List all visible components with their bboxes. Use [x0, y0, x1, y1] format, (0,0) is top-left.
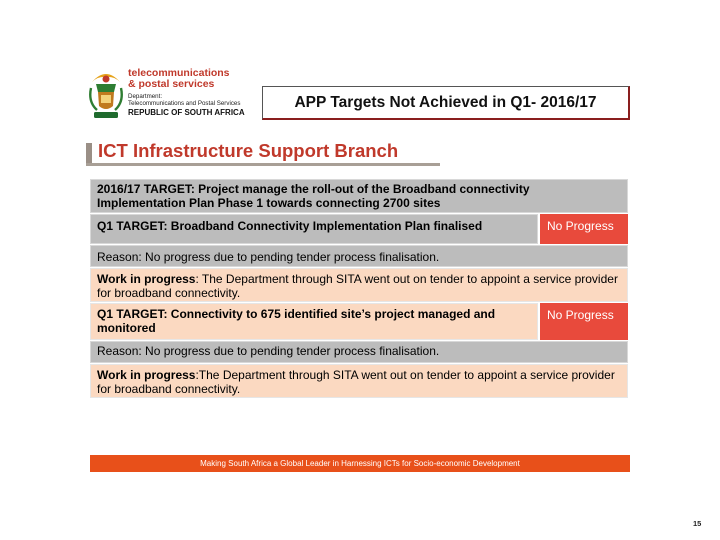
- branch-title: ICT Infrastructure Support Branch: [98, 140, 399, 161]
- logo-title-line2: & postal services: [128, 78, 215, 90]
- q1-target-1: Q1 TARGET: Broadband Connectivity Implementation Plan finalised: [90, 214, 538, 244]
- logo-country: REPUBLIC OF SOUTH AFRICA: [128, 107, 245, 117]
- q1-target-2: Q1 TARGET: Connectivity to 675 identified site’s project managed and monitored: [90, 303, 538, 340]
- branch-underline: [86, 163, 440, 166]
- work-in-progress-label: Work in progress: [97, 368, 196, 382]
- branch-heading: [86, 140, 442, 166]
- work-in-progress-label: Work in progress: [97, 272, 196, 286]
- reason-2: [90, 341, 628, 363]
- reason-text: : No progress due to pending tender process finalisation.: [138, 250, 440, 264]
- coat-of-arms-icon: [88, 68, 124, 120]
- footer-banner: Making South Africa a Global Leader in Harnessing ICTs for Socio-economic Development: [90, 455, 630, 472]
- work-in-progress-1: [90, 268, 628, 302]
- work-in-progress-2: [90, 364, 628, 398]
- reason-label: Reason: [97, 344, 139, 358]
- department-logo: [88, 66, 258, 124]
- reason-1: [90, 245, 628, 267]
- status-badge: No Progress: [540, 303, 628, 340]
- branch-accent-bar: [86, 143, 92, 165]
- work-in-progress-text: :The Department through SITA went out on tender to appoint a service provider for broadband connectivity.: [97, 368, 615, 396]
- logo-department-line2: Telecommunications and Postal Services: [128, 100, 241, 108]
- reason-label: Reason: [97, 250, 139, 264]
- reason-text: : No progress due to pending tender process finalisation.: [138, 344, 440, 358]
- page-number: 15: [693, 519, 702, 528]
- status-badge: No Progress: [540, 214, 628, 244]
- annual-target: 2016/17 TARGET: Project manage the roll-out of the Broadband connectivity Implementation Plan Phase 1 towards connecting 2700 sites: [90, 179, 628, 213]
- slide-title: APP Targets Not Achieved in Q1- 2016/17: [262, 86, 630, 120]
- logo-title-line1: telecommunications: [128, 67, 230, 79]
- work-in-progress-text: : The Department through SITA went out on tender to appoint a service provider for broadband connectivity.: [97, 272, 618, 300]
- logo-department-line1: Department:: [128, 93, 163, 100]
